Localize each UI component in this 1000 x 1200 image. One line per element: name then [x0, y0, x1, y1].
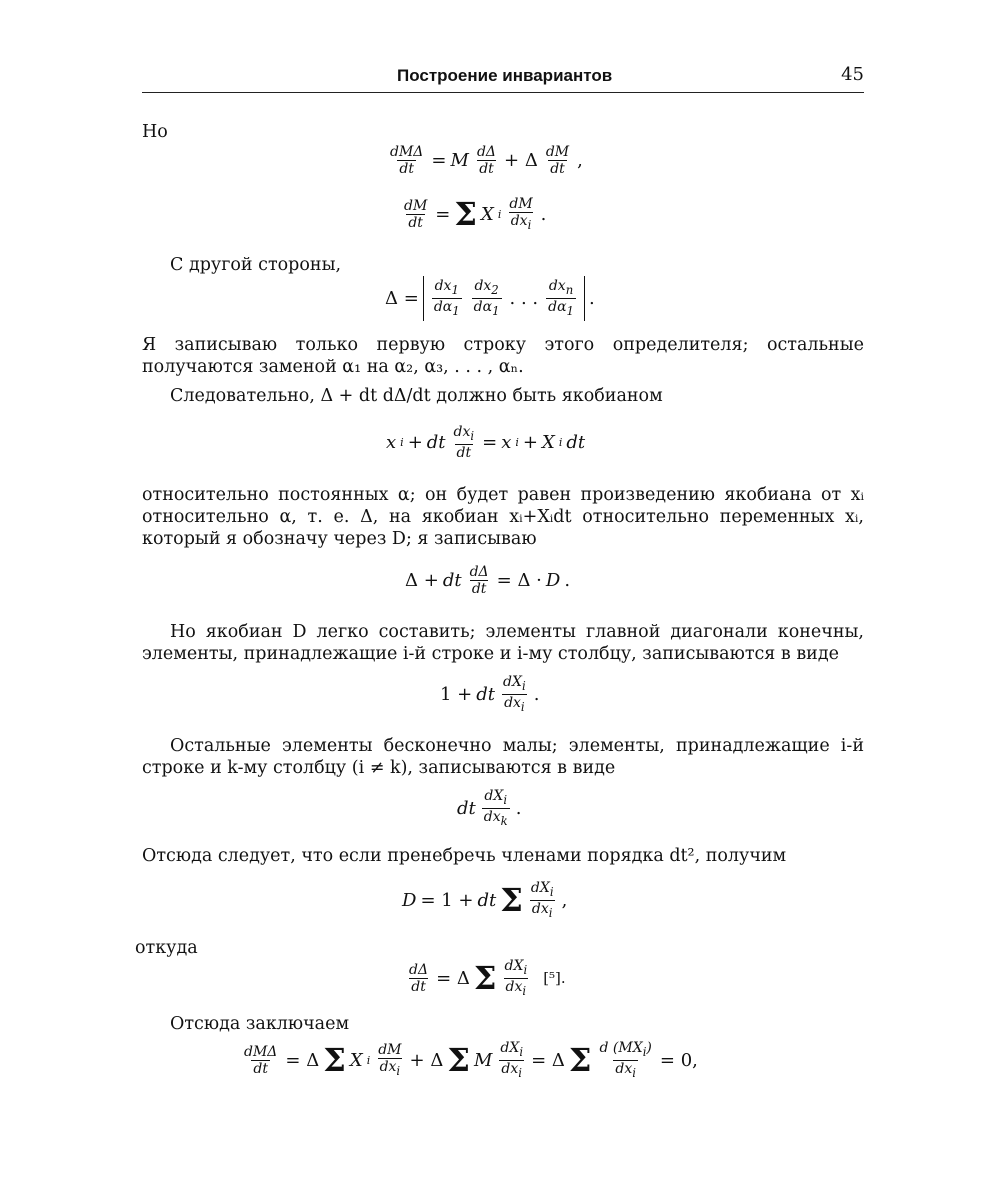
text-other-side: С другой стороны,	[170, 255, 342, 275]
text-no: Но	[142, 122, 168, 142]
page-number: 45	[841, 64, 864, 85]
equation-8: D = 1 + dt Σ $dX_i$ $dx_i$ ,	[402, 880, 568, 920]
equation-5: Δ + dt $\frac{d\Delta}{dt}$ = Δ · D .	[405, 564, 571, 597]
equation-9: $\frac{d\Delta}{dt}$ = Δ Σ $dX_i$ $dx_i$ [⁵].	[409, 958, 566, 998]
paragraph-6: Отсюда следует, что если пренебречь членами порядка dt², получим	[142, 846, 787, 866]
paragraph-3: относительно постоянных α; он будет равен произведению якобиана от xᵢ относительно α, т. е. Δ, на якобиан xᵢ+Xᵢdt относительно переменных xᵢ, который я обозначу через D; я записываю	[142, 485, 864, 549]
equation-3: Δ = $dx_1$ $d\alpha_1$ $dx_2$ $d\alpha_1$ . . . $dx_n$ $d\alpha_1$ .	[385, 276, 595, 321]
equation-7: dt $dX_i$ $dx_k$ .	[457, 788, 522, 828]
page-header	[142, 62, 864, 93]
running-title: Построение инвариантов	[397, 66, 613, 85]
equation-2: $\frac{dM}{dt}$ = Σ X i dM $dx_i$ .	[404, 195, 547, 234]
equation-6: 1 + dt $dX_i$ $dx_i$ .	[440, 674, 540, 714]
text-otkuda: откуда	[135, 938, 198, 958]
paragraph-4: Но якобиан D легко составить; элементы главной диагонали конечны, элементы, принадлежащие i-й строке и i-му столбцу, записываются в виде	[142, 622, 864, 664]
paragraph-2: Следовательно, Δ + dt dΔ/dt должно быть якобианом	[170, 386, 663, 406]
equation-10: dMΔ dt = Δ Σ X i dM $dx_i$ + Δ Σ M $dX_i$ $dx_i$ = Δ Σ d $(MX_i)$ $dx_i$ = 0,	[244, 1040, 698, 1080]
paragraph-1: Я записываю только первую строку этого определителя; остальные получаются заменой α₁ на α₂, α₃, . . . , αₙ.	[142, 335, 864, 377]
equation-1: dMΔ dt = M $\frac{d\Delta}{dt}$ + Δ dM dt ,	[390, 144, 583, 177]
paragraph-5: Остальные элементы бесконечно малы; элементы, принадлежащие i-й строке и k-му столбцу (i ≠ k), записываются в виде	[142, 736, 864, 778]
equation-4: x i + dt $dx_i$ dt = x i + X i dt	[386, 424, 586, 461]
text-conclude: Отсюда заключаем	[170, 1014, 350, 1034]
